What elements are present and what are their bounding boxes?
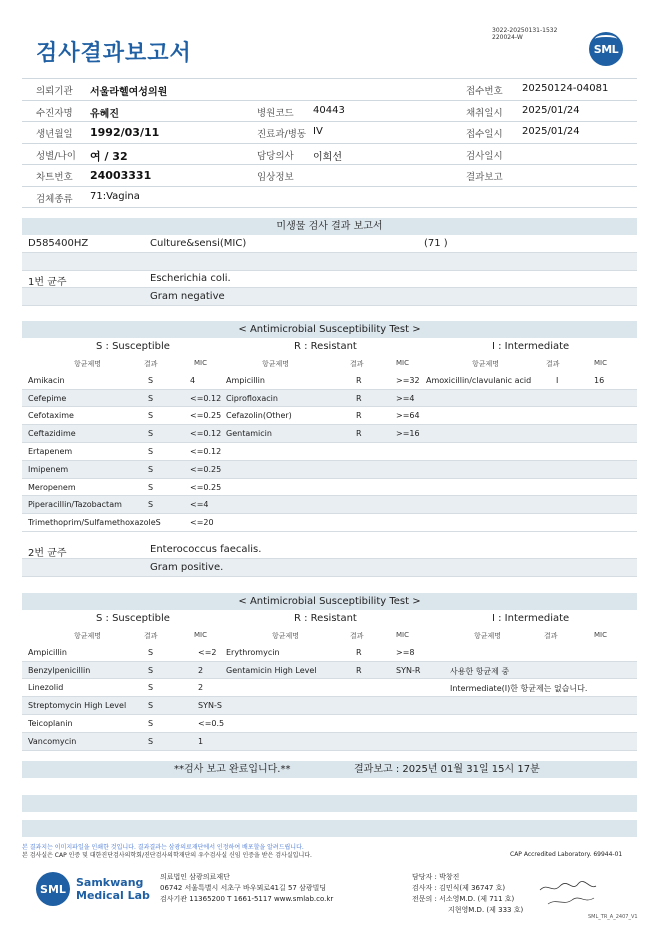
ast2-cell-1: S bbox=[148, 665, 154, 675]
organism-1 bbox=[22, 270, 637, 306]
chart-value: 24003331 bbox=[90, 169, 152, 182]
patient-info-table bbox=[22, 78, 637, 208]
footer-staff bbox=[412, 872, 523, 916]
ast1-title: < Antimicrobial Susceptibility Test > bbox=[22, 321, 637, 338]
ast1-h-drug-i: 항균제명 bbox=[472, 360, 500, 368]
birth-value: 1992/03/11 bbox=[90, 126, 160, 139]
ast-table-2 bbox=[22, 593, 637, 751]
exam-date-label: 검사일시 bbox=[466, 150, 503, 162]
ast2-title: < Antimicrobial Susceptibility Test > bbox=[22, 593, 637, 610]
staff-2: 검사자 : 김민식(제 36747 호) bbox=[412, 884, 506, 892]
ast1-cell-0: Ertapenem bbox=[28, 446, 73, 456]
ast2-legend-s: S : Susceptible bbox=[96, 613, 170, 624]
ast2-cell-2: <=2 bbox=[198, 647, 217, 657]
ast2-cell-4: R bbox=[356, 665, 362, 675]
ward-code-value: 40443 bbox=[313, 104, 345, 116]
collect-date-label: 채취일시 bbox=[466, 107, 503, 119]
ast1-cell-2: <=0.12 bbox=[190, 446, 222, 456]
ast2-row bbox=[22, 697, 637, 715]
footer-org: 의료법인 삼광의료재단 bbox=[160, 873, 230, 881]
ast1-cell-5: >=64 bbox=[396, 411, 420, 421]
ast2-cell-2: SYN-S bbox=[198, 701, 222, 711]
ast2-cell-3: Erythromycin bbox=[226, 647, 280, 657]
ast1-cell-1: S bbox=[148, 393, 154, 403]
dept-label: 진료과/병동 bbox=[257, 129, 307, 140]
ast2-cell-5: SYN-R bbox=[396, 665, 421, 675]
ast2-cell-0: Streptomycin High Level bbox=[28, 701, 127, 711]
ast2-cell-2: 1 bbox=[198, 736, 204, 746]
ast1-cell-0: Piperacillin/Tazobactam bbox=[28, 500, 122, 510]
test-specimen: (71 ) bbox=[424, 238, 448, 249]
sex-age-value: 여 / 32 bbox=[90, 149, 128, 163]
completion-text: **검사 보고 완료입니다.** bbox=[174, 764, 291, 775]
ast1-cell-2: <=0.25 bbox=[190, 411, 222, 421]
ast1-cell-0: Trimethoprim/SulfamethoxazoleS bbox=[28, 518, 161, 528]
ast1-cell-3: Gentamicin bbox=[226, 429, 272, 439]
ast2-h-result-s: 결과 bbox=[144, 632, 158, 640]
ast2-row bbox=[22, 662, 637, 680]
ward-code-label: 병원코드 bbox=[257, 107, 294, 119]
ast1-row bbox=[22, 407, 637, 425]
ast1-h-result-i: 결과 bbox=[546, 360, 560, 368]
ast1-cell-0: Cefepime bbox=[28, 393, 67, 403]
ast2-cell-1: S bbox=[148, 736, 154, 746]
ast1-cell-4: R bbox=[356, 375, 362, 385]
specimen-label: 검체종류 bbox=[36, 193, 73, 205]
ast1-row bbox=[22, 372, 637, 390]
blank-bar-2 bbox=[22, 820, 637, 837]
org1-gram: Gram negative bbox=[150, 291, 225, 302]
institution-label: 의뢰기관 bbox=[36, 86, 73, 97]
note-cap: 본 검사실은 CAP 인증 및 대한진단검사의학회/진단검사의학재단의 우수검사실 신임 인증을 받은 검사실입니다. bbox=[22, 852, 312, 859]
dept-value: IV bbox=[313, 126, 323, 137]
sex-age-label: 성별/나이 bbox=[36, 150, 76, 162]
ast2-row bbox=[22, 679, 637, 697]
footer-address bbox=[160, 872, 333, 905]
ast1-cell-4: R bbox=[356, 429, 362, 439]
ast2-h-result-i: 결과 bbox=[544, 632, 558, 640]
ast1-h-mic-i: MIC bbox=[594, 359, 607, 367]
ast2-cell-1: S bbox=[148, 701, 154, 711]
footer-addr: 06742 서울특별시 서초구 바우뫼로41길 57 삼광빌딩 bbox=[160, 884, 327, 892]
doctor-value: 이희선 bbox=[313, 151, 342, 163]
ast1-cell-1: S bbox=[148, 411, 154, 421]
doctor-label: 담당의사 bbox=[257, 150, 294, 162]
ast1-cell-5: >=4 bbox=[396, 393, 415, 403]
ast2-cell-0: Vancomycin bbox=[28, 736, 77, 746]
ast1-row bbox=[22, 514, 637, 532]
blank-bar-1 bbox=[22, 795, 637, 812]
ast2-h-mic-r: MIC bbox=[396, 631, 409, 639]
ast2-row bbox=[22, 644, 637, 662]
ast1-cell-1: S bbox=[148, 500, 154, 510]
ast1-row bbox=[22, 461, 637, 479]
ast2-cell-1: S bbox=[148, 718, 154, 728]
receive-date-value: 2025/01/24 bbox=[522, 126, 580, 137]
org2-gram: Gram positive. bbox=[150, 562, 224, 573]
ast2-cell-2: 2 bbox=[198, 683, 204, 693]
ast1-cell-1: S bbox=[148, 429, 154, 439]
ast1-cell-3: Cefazolin(Other) bbox=[226, 411, 292, 421]
report-label: 결과보고 bbox=[466, 172, 503, 183]
chart-label: 차트번호 bbox=[36, 172, 73, 183]
document-id bbox=[492, 27, 557, 41]
ast2-h-drug-i: 항균제명 bbox=[474, 632, 502, 640]
ast2-legend-i: I : Intermediate bbox=[492, 613, 570, 624]
ast1-cell-2: <=20 bbox=[190, 518, 214, 528]
birth-label: 생년월일 bbox=[36, 129, 73, 140]
ast1-cell-5: >=16 bbox=[396, 429, 420, 439]
ast1-h-mic-r: MIC bbox=[396, 359, 409, 367]
completion-section bbox=[22, 761, 637, 837]
doc-id-line1: 3022-20250131-1532 bbox=[492, 27, 558, 34]
ast1-cell-1: S bbox=[148, 464, 154, 474]
ast1-cell-2: <=0.12 bbox=[190, 393, 222, 403]
institution-value: 서울라헬여성의원 bbox=[90, 87, 168, 98]
ast1-cell-1: S bbox=[148, 482, 154, 492]
clinical-label: 임상정보 bbox=[257, 172, 294, 183]
ast1-h-result-s: 결과 bbox=[144, 360, 158, 368]
ast2-row bbox=[22, 715, 637, 733]
blank-row bbox=[22, 253, 637, 271]
org1-name: Escherichia coli. bbox=[150, 273, 231, 284]
ast2-legend-r: R : Resistant bbox=[294, 613, 357, 624]
test-code: D585400HZ bbox=[28, 238, 89, 249]
ast1-cell-1: S bbox=[148, 375, 154, 385]
ast1-legend-i: I : Intermediate bbox=[492, 341, 570, 352]
ast1-body bbox=[22, 372, 637, 532]
ast2-cell-0: Linezolid bbox=[28, 683, 64, 693]
ast1-cell-2: <=0.25 bbox=[190, 464, 222, 474]
ast1-cell-5: >=32 bbox=[396, 375, 420, 385]
ast1-row bbox=[22, 496, 637, 514]
ast2-cell-6: Intermediate(I)한 항균제는 없습니다. bbox=[450, 684, 588, 694]
ast2-cell-5: >=8 bbox=[396, 647, 415, 657]
footer-sml-logo: SML bbox=[36, 872, 70, 906]
ast2-cell-2: <=0.5 bbox=[198, 718, 225, 728]
ast1-cell-1: S bbox=[148, 446, 154, 456]
ast1-row bbox=[22, 443, 637, 461]
receive-date-label: 접수일시 bbox=[466, 129, 503, 140]
report-time: 결과보고 : 2025년 01월 31일 15시 17분 bbox=[354, 764, 540, 775]
ast2-cell-0: Ampicillin bbox=[28, 647, 67, 657]
receipt-no-label: 접수번호 bbox=[466, 86, 503, 97]
ast2-h-mic-i: MIC bbox=[594, 631, 607, 639]
ast2-cell-0: Benzylpenicillin bbox=[28, 665, 91, 675]
ast1-cell-0: Imipenem bbox=[28, 464, 69, 474]
org2-name: Enterococcus faecalis. bbox=[150, 544, 262, 555]
ast1-cell-4: R bbox=[356, 393, 362, 403]
form-code: SML_TR_A_2407_V1 bbox=[588, 914, 638, 920]
ast1-cell-0: Amikacin bbox=[28, 375, 65, 385]
ast1-cell-3: Ampicillin bbox=[226, 375, 265, 385]
ast2-h-mic-s: MIC bbox=[194, 631, 207, 639]
ast2-cell-3: Gentamicin High Level bbox=[226, 665, 317, 675]
ast2-col-headers bbox=[22, 627, 637, 644]
ast1-legend-r: R : Resistant bbox=[294, 341, 357, 352]
ast2-cell-1: S bbox=[148, 683, 154, 693]
doc-id-line2: 220024-W bbox=[492, 34, 523, 41]
ast2-cell-0: Teicoplanin bbox=[28, 718, 73, 728]
cap-accreditation: CAP Accredited Laboratory. 69944-01 bbox=[510, 851, 623, 858]
receipt-no-value: 20250124-04081 bbox=[522, 83, 609, 94]
ast1-cell-7: I bbox=[556, 375, 559, 385]
ast2-row bbox=[22, 733, 637, 751]
ast1-row bbox=[22, 390, 637, 408]
sml-logo: SML bbox=[589, 32, 623, 66]
micro-section-title: 미생물 검사 결과 보고서 bbox=[22, 218, 637, 235]
ast1-cell-2: <=0.25 bbox=[190, 482, 222, 492]
ast2-cell-1: S bbox=[148, 647, 154, 657]
ast2-cell-6: 사용한 항균제 중 bbox=[450, 666, 510, 676]
test-name: Culture&sensi(MIC) bbox=[150, 238, 247, 249]
footer-brand-2: Medical Lab bbox=[76, 889, 150, 902]
recipient-value: 유혜진 bbox=[90, 108, 119, 120]
ast1-col-headers bbox=[22, 355, 637, 372]
ast2-h-drug-r: 항균제명 bbox=[272, 632, 300, 640]
org1-label: 1번 균주 bbox=[28, 277, 67, 288]
ast1-row bbox=[22, 479, 637, 497]
signature-image bbox=[538, 878, 598, 908]
ast1-cell-2: <=4 bbox=[190, 500, 209, 510]
note-image-copy: 본 결과지는 이미지파일을 인쇄한 것입니다. 결과결과는 삼광의료재단에서 인정하여 배포할을 알려드립니다. bbox=[22, 844, 304, 851]
ast1-cell-0: Cefotaxime bbox=[28, 411, 74, 421]
ast1-row bbox=[22, 425, 637, 443]
staff-3: 전문의 : 서소영M.D. (제 711 호) bbox=[412, 895, 515, 903]
ast1-cell-0: Meropenem bbox=[28, 482, 76, 492]
ast1-h-mic-s: MIC bbox=[194, 359, 207, 367]
ast-table-1 bbox=[22, 321, 637, 532]
page-title: 검사결과보고서 bbox=[36, 41, 192, 66]
ast1-legend-s: S : Susceptible bbox=[96, 341, 170, 352]
ast2-h-drug-s: 항균제명 bbox=[74, 632, 102, 640]
ast1-cell-3: Ciprofloxacin bbox=[226, 393, 278, 403]
footer-brand-1: Samkwang bbox=[76, 876, 144, 889]
ast1-cell-0: Ceftazidime bbox=[28, 429, 76, 439]
ast1-cell-8: 16 bbox=[594, 375, 605, 385]
footer-contact: 검사기관 11365200 T 1661-5117 www.smlab.co.kr bbox=[160, 895, 334, 903]
footer-brand bbox=[76, 876, 150, 902]
ast2-cell-4: R bbox=[356, 647, 362, 657]
ast1-cell-2: 4 bbox=[190, 375, 196, 385]
ast1-cell-4: R bbox=[356, 411, 362, 421]
ast1-cell-6: Amoxicillin/clavulanic acid bbox=[426, 375, 532, 385]
ast2-cell-2: 2 bbox=[198, 665, 204, 675]
micro-section bbox=[22, 218, 637, 271]
org2-label: 2번 균주 bbox=[28, 548, 67, 559]
organism-2 bbox=[22, 541, 637, 577]
recipient-label: 수진자명 bbox=[36, 107, 73, 119]
ast2-h-result-r: 결과 bbox=[350, 632, 364, 640]
ast2-body bbox=[22, 644, 637, 751]
ast1-h-result-r: 결과 bbox=[350, 360, 364, 368]
ast1-cell-2: <=0.12 bbox=[190, 429, 222, 439]
collect-date-value: 2025/01/24 bbox=[522, 104, 580, 116]
staff-1: 담당자 : 박창진 bbox=[412, 873, 460, 881]
ast1-h-drug-r: 항균제명 bbox=[262, 360, 290, 368]
staff-4: 지현영M.D. (제 333 호) bbox=[448, 906, 524, 914]
ast1-h-drug-s: 항균제명 bbox=[74, 360, 102, 368]
specimen-value: 71:Vagina bbox=[90, 190, 140, 202]
